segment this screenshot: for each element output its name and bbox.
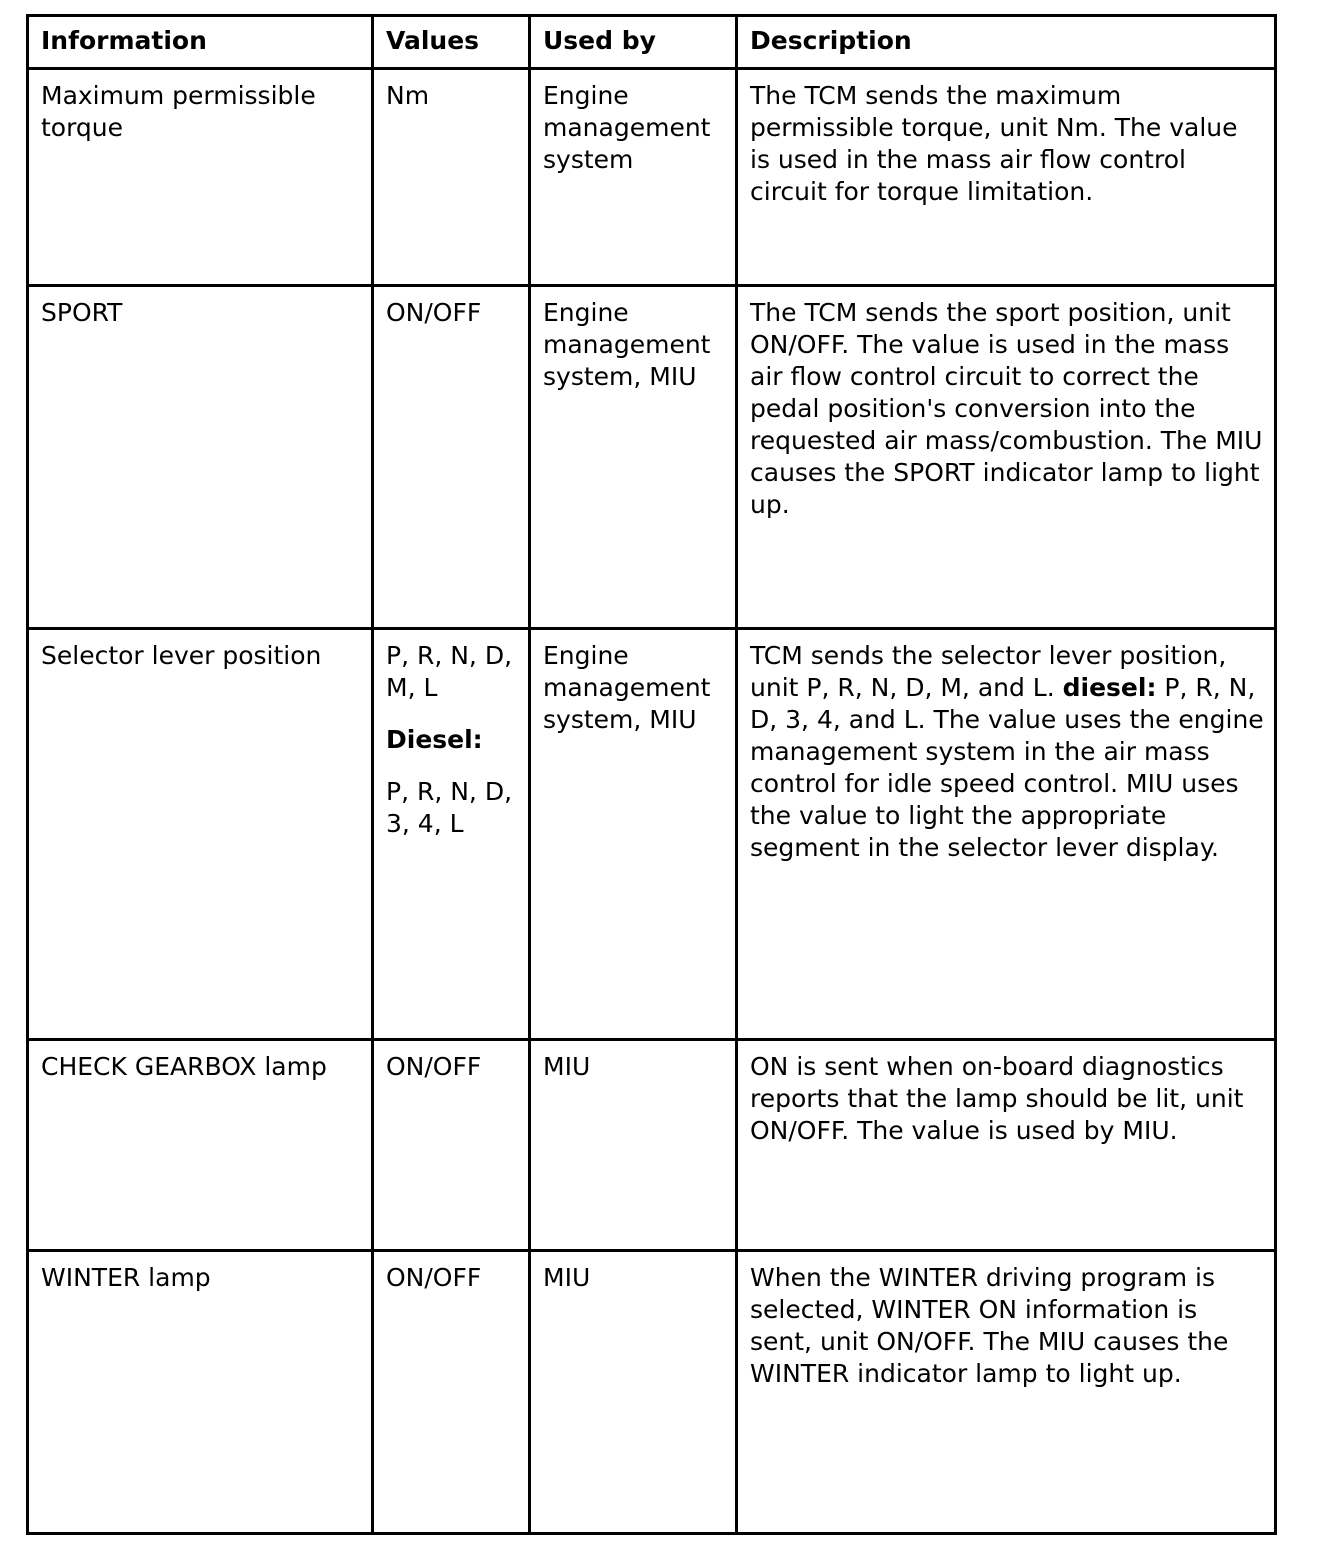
cell-information: WINTER lamp <box>28 1251 373 1534</box>
cell-used-by: Engine management system <box>530 69 737 286</box>
cell-information: Selector lever position <box>28 629 373 1040</box>
cell-values: ON/OFF <box>373 1251 530 1534</box>
cell-used-by: Engine management system, MIU <box>530 286 737 629</box>
column-header-description: Description <box>737 16 1276 69</box>
column-header-used-by: Used by <box>530 16 737 69</box>
cell-values: Nm <box>373 69 530 286</box>
values-diesel-label: Diesel: <box>386 725 483 754</box>
table-header-row <box>28 16 1276 69</box>
cell-description: The TCM sends the sport position, unit ON/OFF. The value is used in the mass air flow control circuit to correct the pedal position's conversion into the requested air mass/combustion. The MIU causes the SPORT indicator lamp to light up. <box>737 286 1276 629</box>
cell-information: CHECK GEARBOX lamp <box>28 1040 373 1251</box>
cell-description: ON is sent when on-board diagnostics reports that the lamp should be lit, unit ON/OFF. The value is used by MIU. <box>737 1040 1276 1251</box>
cell-used-by: MIU <box>530 1040 737 1251</box>
table-row <box>28 629 1276 1040</box>
table-row <box>28 1040 1276 1251</box>
cell-values: ON/OFF <box>373 286 530 629</box>
table-row <box>28 69 1276 286</box>
cell-values: ON/OFF <box>373 1040 530 1251</box>
values-spacer-2 <box>386 756 518 776</box>
cell-used-by: MIU <box>530 1251 737 1534</box>
values-diesel: P, R, N, D, 3, 4, L <box>386 777 513 838</box>
cell-description: When the WINTER driving program is selected, WINTER ON information is sent, unit ON/OFF. The MIU causes the WINTER indicator lamp to light up. <box>737 1251 1276 1534</box>
description-part-1: TCM sends the selector lever position, unit P, R, N, D, M, and L. <box>750 641 1227 702</box>
column-header-values: Values <box>373 16 530 69</box>
values-primary: P, R, N, D, M, L <box>386 641 513 702</box>
column-header-information: Information <box>28 16 373 69</box>
cell-description <box>737 629 1276 1040</box>
cell-values <box>373 629 530 1040</box>
cell-information: Maximum permissible torque <box>28 69 373 286</box>
cell-used-by: Engine management system, MIU <box>530 629 737 1040</box>
description-part-2: P, R, N, D, 3, 4, and L. The value uses the engine management system in the air mass control for idle speed control. MIU uses the value to light the appropriate segment in the selector lever display. <box>750 673 1264 862</box>
cell-description: The TCM sends the maximum permissible torque, unit Nm. The value is used in the mass air flow control circuit for torque limitation. <box>737 69 1276 286</box>
description-diesel-label: diesel: <box>1062 673 1157 702</box>
values-spacer <box>386 704 518 724</box>
table-row <box>28 1251 1276 1534</box>
table-row <box>28 286 1276 629</box>
cell-information: SPORT <box>28 286 373 629</box>
signal-information-table <box>26 14 1277 1535</box>
